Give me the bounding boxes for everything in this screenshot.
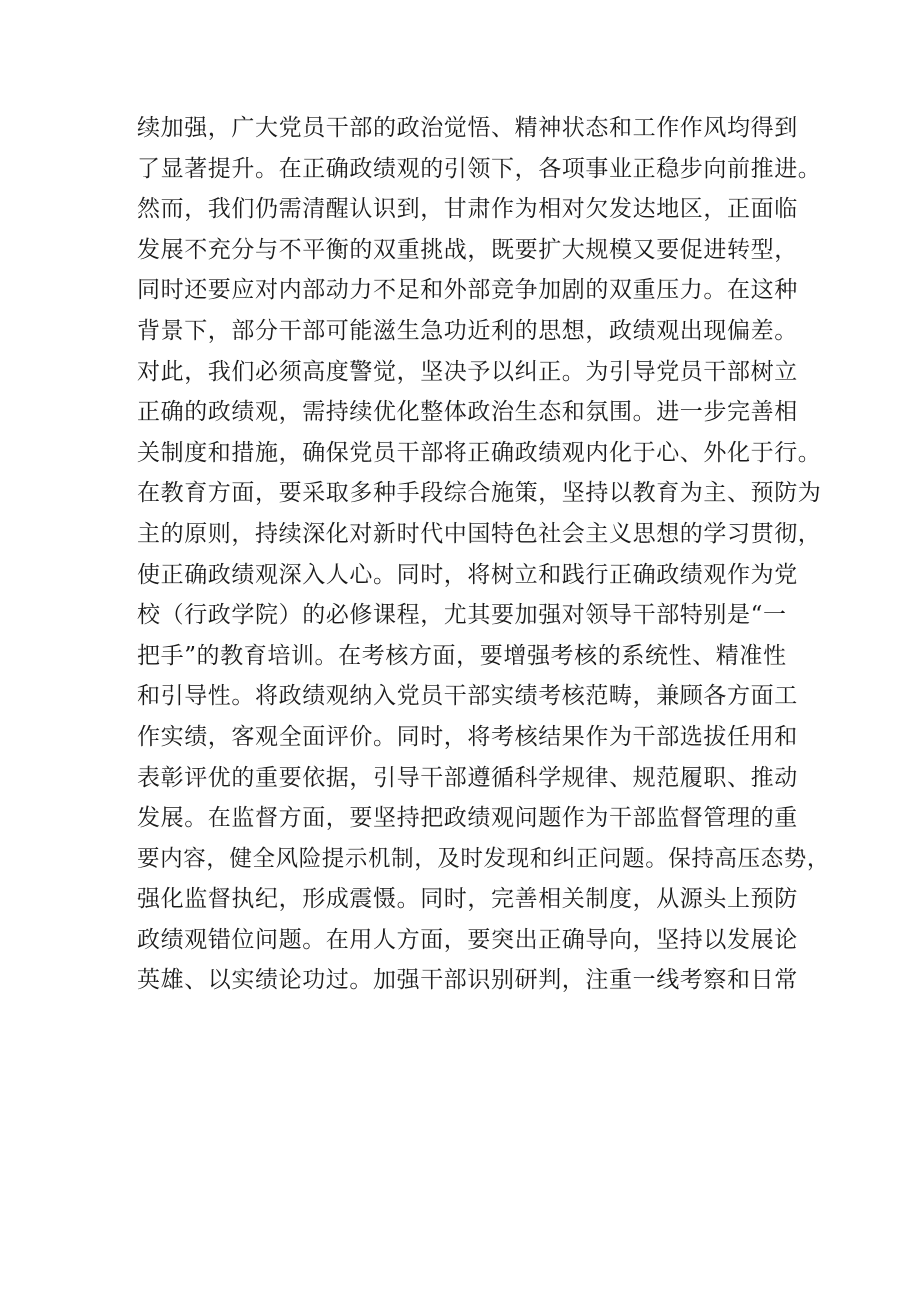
text-line: 强化监督执纪，形成震慑。同时，完善相关制度，从源头上预防	[137, 886, 798, 913]
text-line: 作实绩，客观全面评价。同时，将考核结果作为干部选拔任用和	[137, 723, 798, 750]
text-line: 然而，我们仍需清醒认识到，甘肃作为相对欠发达地区，正面临	[137, 196, 798, 223]
text-line: 校（行政学院）的必修课程，尤其要加强对领导干部特别是“一	[137, 602, 787, 629]
text-line: 表彰评优的重要依据，引导干部遵循科学规律、规范履职、推动	[137, 764, 798, 791]
text-line: 要内容，健全风险提示机制，及时发现和纠正问题。保持高压态势，	[137, 845, 831, 872]
text-line: 发展不充分与不平衡的双重挑战，既要扩大规模又要促进转型，	[137, 236, 798, 263]
text-line: 正确的政绩观，需持续优化整体政治生态和氛围。进一步完善相	[137, 399, 798, 426]
text-line: 同时还要应对内部动力不足和外部竞争加剧的双重压力。在这种	[137, 277, 798, 304]
text-line: 背景下，部分干部可能滋生急功近利的思想，政绩观出现偏差。	[137, 317, 798, 344]
text-line: 在教育方面，要采取多种手段综合施策，坚持以教育为主、预防为	[137, 480, 822, 507]
text-line: 政绩观错位问题。在用人方面，要突出正确导向，坚持以发展论	[137, 926, 798, 953]
text-line: 关制度和措施，确保党员干部将正确政绩观内化于心、外化于行。	[137, 439, 822, 466]
text-line: 和引导性。将政绩观纳入党员干部实绩考核范畴，兼顾各方面工	[137, 683, 798, 710]
text-line: 主的原则，持续深化对新时代中国特色社会主义思想的学习贯彻，	[137, 520, 822, 547]
body-text	[137, 108, 831, 1001]
text-line: 把手”的教育培训。在考核方面，要增强考核的系统性、精准性	[137, 642, 787, 669]
text-line: 对此，我们必须高度警觉，坚决予以纠正。为引导党员干部树立	[137, 358, 798, 385]
text-line: 发展。在监督方面，要坚持把政绩观问题作为干部监督管理的重	[137, 805, 798, 832]
text-line: 了显著提升。在正确政绩观的引领下，各项事业正稳步向前推进。	[137, 155, 822, 182]
text-line: 英雄、以实绩论功过。加强干部识别研判，注重一线考察和日常	[137, 967, 798, 994]
text-line: 续加强，广大党员干部的政治觉悟、精神状态和工作作风均得到	[137, 115, 798, 141]
text-line: 使正确政绩观深入人心。同时，将树立和践行正确政绩观作为党	[137, 561, 798, 588]
